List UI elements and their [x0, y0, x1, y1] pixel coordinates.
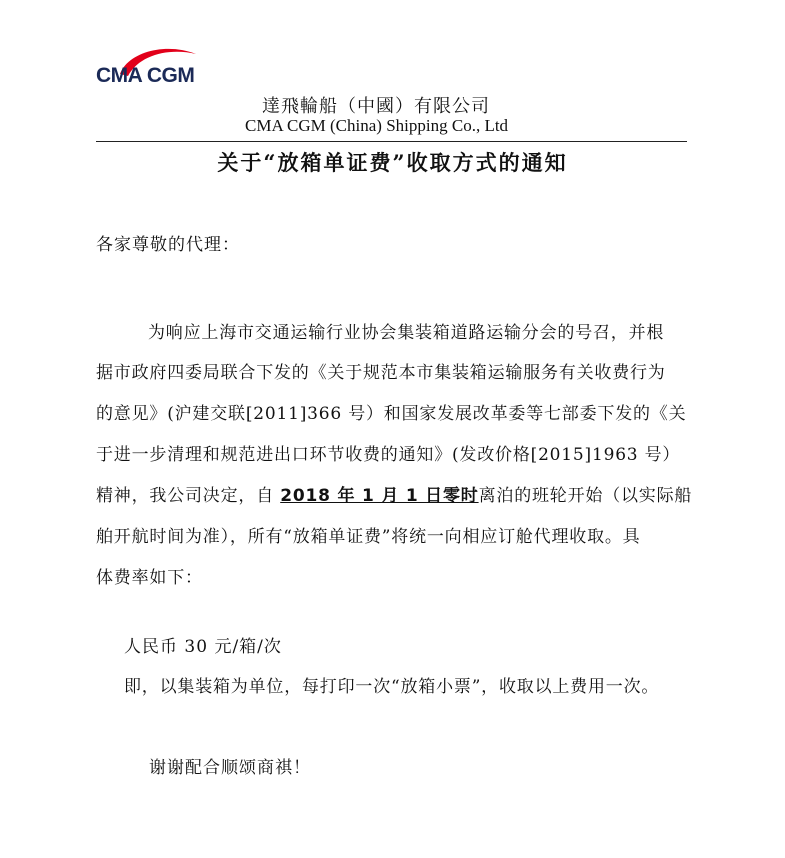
company-name-chinese: 達飛輪船（中國）有限公司: [262, 96, 490, 117]
logo-wordmark: CMA CGM: [96, 64, 195, 87]
body-line-5: [96, 481, 692, 506]
fee-rate: 人民币 30 元/箱/次: [124, 637, 282, 657]
salutation: 各家尊敬的代理：: [96, 235, 240, 255]
closing-thanks: 谢谢配合顺颂商祺！: [149, 758, 311, 778]
company-logo: [96, 44, 206, 102]
body-line-3: 的意见》(沪建交联[2011]366 号）和国家发展改革委等七部委下发的《关: [96, 404, 687, 424]
body-line-2: 据市政府四委局联合下发的《关于规范本市集装箱运输服务有关收费行为: [96, 363, 666, 383]
fee-explanation: 即，以集装箱为单位，每打印一次“放箱小票”，收取以上费用一次。: [124, 677, 660, 697]
body-line-5-suffix: 离泊的班轮开始（以实际船: [478, 486, 693, 506]
header-divider: [96, 141, 687, 142]
body-line-6: 舶开航时间为准），所有“放箱单证费”将统一向相应订舱代理收取。具: [96, 527, 641, 547]
body-line-5-prefix: 精神，我公司决定，自: [96, 486, 281, 506]
notice-title: 关于“放箱单证费”收取方式的通知: [217, 150, 568, 175]
company-name-english: CMA CGM (China) Shipping Co., Ltd: [245, 116, 509, 135]
effective-date: 2018 年 1 月 1 日零时: [280, 486, 479, 506]
body-line-7: 体费率如下：: [96, 568, 203, 588]
body-line-4: 于进一步清理和规范进出口环节收费的通知》(发改价格[2015]1963 号）: [96, 445, 681, 465]
body-line-1: 为响应上海市交通运输行业协会集装箱道路运输分会的号召，并根: [148, 323, 665, 343]
